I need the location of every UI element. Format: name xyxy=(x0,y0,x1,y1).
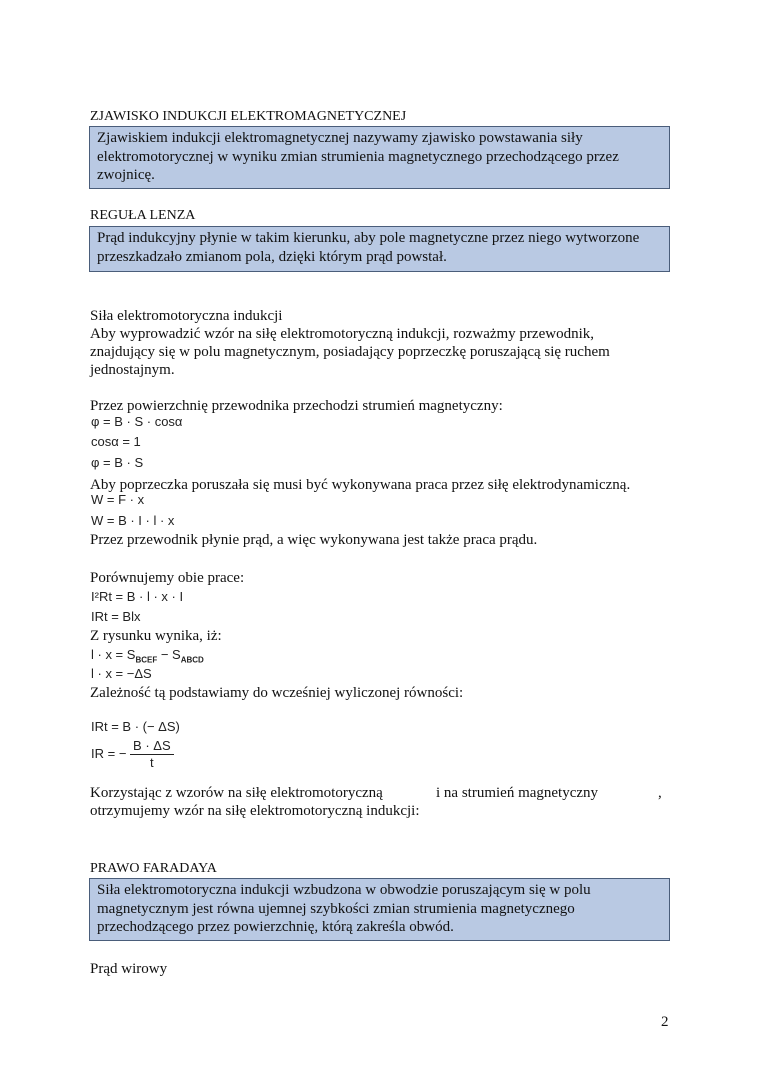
box-line: przeszkadzało zmianom pola, dzięki którym prąd powstał. xyxy=(97,248,447,265)
formula: IRt = Blx xyxy=(91,609,141,624)
formula-part: l · x = S xyxy=(91,647,136,662)
paragraph-line: Przez powierzchnię przewodnika przechodzi strumień magnetyczny: xyxy=(90,398,503,414)
subheading-emf: Siła elektromotoryczna indukcji xyxy=(90,308,283,324)
subscript: ABCD xyxy=(180,655,204,665)
box-line: elektromotorycznej w wyniku zmian strumienia magnetycznego przechodzącego przez xyxy=(97,148,619,165)
heading-faraday: PRAWO FARADAYA xyxy=(90,861,217,876)
paragraph-line: Porównujemy obie prace: xyxy=(90,570,245,586)
formula-fraction xyxy=(91,738,174,771)
paragraph-line: Aby poprzeczka poruszała się musi być wykonywana praca przez siłę elektrodynamiczną. xyxy=(90,477,631,493)
formula: I²Rt = B · l · x · I xyxy=(91,589,184,604)
subscript: BCEF xyxy=(135,655,158,665)
definition-box-faraday xyxy=(89,878,670,941)
formula: φ = B · S xyxy=(91,455,144,470)
box-line: Siła elektromotoryczna indukcji wzbudzona w obwodzie poruszającym się w polu xyxy=(97,882,591,898)
box-line: Prąd indukcyjny płynie w takim kierunku, aby pole magnetyczne przez niego wytworzone xyxy=(97,230,640,246)
paragraph-line: Korzystając z wzorów na siłę elektromotoryczną xyxy=(90,785,383,801)
numerator: B · ΔS xyxy=(130,738,174,755)
heading-induction: ZJAWISKO INDUKCJI ELEKTROMAGNETYCZNEJ xyxy=(90,109,407,124)
formula-part: IR = − xyxy=(91,745,127,761)
denominator: t xyxy=(150,755,154,770)
subheading-eddy-current: Prąd wirowy xyxy=(90,961,168,977)
page-number: 2 xyxy=(661,1014,669,1030)
fraction xyxy=(130,738,174,771)
heading-lenz: REGUŁA LENZA xyxy=(90,208,196,223)
paragraph-line: jednostajnym. xyxy=(90,362,175,378)
box-line: zwojnicę. xyxy=(97,167,155,183)
formula: φ = B · S · cosα xyxy=(91,414,183,429)
formula: W = F · x xyxy=(91,492,145,507)
definition-box-induction xyxy=(89,126,670,189)
formula: W = B · I · l · x xyxy=(91,513,175,528)
paragraph-line: , xyxy=(658,785,662,801)
box-line: przechodzącego przez powierzchnię, którą zakreśla obwód. xyxy=(97,919,454,935)
paragraph-line: znajdujący się w polu magnetycznym, posiadający poprzeczkę poruszającą się ruchem xyxy=(90,344,610,360)
formula: l · x = −ΔS xyxy=(91,666,152,681)
box-line: Zjawiskiem indukcji elektromagnetycznej nazywamy zjawisko powstawania siły xyxy=(97,130,583,146)
formula: cosα = 1 xyxy=(91,434,141,449)
paragraph-line: i na strumień magnetyczny xyxy=(436,785,599,801)
paragraph-line: Aby wyprowadzić wzór na siłę elektromotoryczną indukcji, rozważmy przewodnik, xyxy=(90,326,594,342)
formula: IRt = B · (− ΔS) xyxy=(91,719,180,734)
formula-part: − S xyxy=(157,647,181,662)
paragraph-line: Przez przewodnik płynie prąd, a więc wykonywana jest także praca prądu. xyxy=(90,532,538,548)
box-line: magnetycznym jest równa ujemnej szybkości zmian strumienia magnetycznego xyxy=(97,900,575,917)
paragraph-line: Zależność tą podstawiamy do wcześniej wyliczonej równości: xyxy=(90,685,464,701)
definition-box-lenz xyxy=(89,226,670,272)
paragraph-line: Z rysunku wynika, iż: xyxy=(90,628,222,644)
paragraph-line: otrzymujemy wzór na siłę elektromotoryczną indukcji: xyxy=(90,803,420,819)
